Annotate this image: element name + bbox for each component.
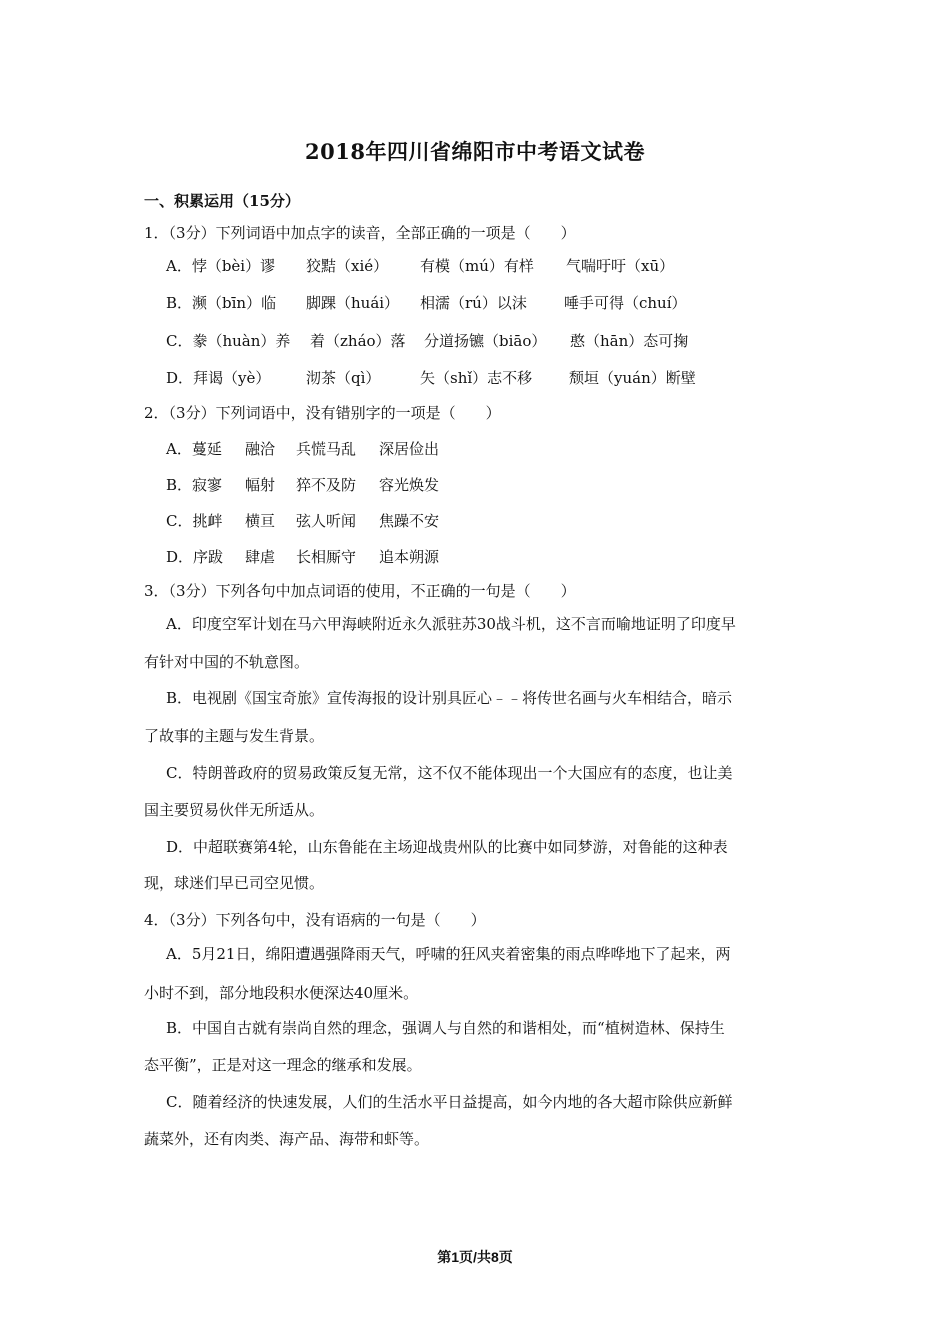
page-title: 2018年四川省绵阳市中考语文试卷 xyxy=(305,139,645,164)
question-2-stem: 2．（3分）下列词语中，没有错别字的一项是（ ） xyxy=(144,404,501,422)
question-3-option-b-line-1: B．电视剧《国宝奇旅》宣传海报的设计别具匠心﹣﹣将传世名画与火车相结合，暗示 xyxy=(166,689,733,707)
question-1-stem: 1．（3分）下列词语中加点字的读音，全部正确的一项是（ ） xyxy=(144,224,576,242)
question-3-option-d-line-1: D．中超联赛第4轮，山东鲁能在主场迎战贵州队的比赛中如同梦游，对鲁能的这种表 xyxy=(166,838,728,856)
question-4-option-a-line-2: 小时不到，部分地段积水便深达40厘米。 xyxy=(144,984,419,1002)
question-3-option-c-line-1: C．特朗普政府的贸易政策反复无常，这不仅不能体现出一个大国应有的态度，也让美 xyxy=(166,764,733,782)
question-3-stem: 3．（3分）下列各句中加点词语的使用，不正确的一句是（ ） xyxy=(144,582,576,600)
question-3-option-d-line-2: 现，球迷们早已司空见惯。 xyxy=(144,874,325,892)
question-4-option-b-line-2: 态平衡”，正是对这一理念的继承和发展。 xyxy=(144,1056,422,1074)
page-footer: 第1页/共8页 xyxy=(437,1249,513,1265)
question-4-option-c-line-1: C．随着经济的快速发展，人们的生活水平日益提高，如今内地的各大超市除供应新鲜 xyxy=(166,1093,733,1111)
question-3-option-a-line-1: A．印度空军计划在马六甲海峡附近永久派驻苏30战斗机，这不言而喻地证明了印度早 xyxy=(166,615,736,633)
section-heading: 一、积累运用（15分） xyxy=(144,192,300,210)
question-3-option-b-line-2: 了故事的主题与发生背景。 xyxy=(144,727,325,745)
exam-page: 2018年四川省绵阳市中考语文试卷 一、积累运用（15分） 1．（3分）下列词语中加点字的读音，全部正确的一项是（ ） A．悖（bèi）谬 狡黠（xié） 有模（mú）有样 气喘吁吁（xū） B．濒（bīn）临 脚踝（huái） 相濡（rú）以沫 唾手可得（chuí） C．豢（huàn）养 着（zháo）落 分道扬镳（biāo） 憨（hān）态可掬 D．拜谒（yè） 沏茶（qì） 矢（shǐ）志不移 颓垣（yuán）断壁 2．（3分）下列词语中，没有错别字的一项是（ ） A．蔓延 融洽 兵慌马乱 深居俭出 B．寂寥 幅射 猝不及防 容光焕发 C．挑衅 横亘 弦人听闻 焦躁不安 D．序跋 肆虐 长相厮守 追本朔源 3．（3分）下列各句中加点词语的使用，不正确的一句是（ ） A．印度空军计划在马六甲海峡附近永久派驻苏30战斗机，这不言而喻地证明了印度早 有针对中国的不轨意图。 B．电视剧《国宝奇旅》宣传海报的设计别具匠心﹣﹣将传世名画与火车相结合，暗示 了故事的主题与发生背景。 C．特朗普政府的贸易政策反复无常，这不仅不能体现出一个大国应有的态度，也让美 国主要贸易伙伴无所适从。 D．中超联赛第4轮，山东鲁能在主场迎战贵州队的比赛中如同梦游，对鲁能的这种表 现，球迷们早已司空见惯。 4．（3分）下列各句中，没有语病的一句是（ ） A．5月21日，绵阳遭遇强降雨天气，呼啸的狂风夹着密集的雨点哗哗地下了起来，两 小时不到，部分地段积水便深达40厘米。 B．中国自古就有崇尚自然的理念，强调人与自然的和谐相处，而“植树造林、保持生 态平衡”，正是对这一理念的继承和发展。 C．随着经济的快速发展，人们的生活水平日益提高，如今内地的各大超市除供应新鲜 蔬菜外，还有肉类、海产品、海带和虾等。 第1页/共8页 xyxy=(0,0,950,1344)
question-3-option-a-line-2: 有针对中国的不轨意图。 xyxy=(144,653,310,671)
question-4-option-b-line-1: B．中国自古就有崇尚自然的理念，强调人与自然的和谐相处，而“植树造林、保持生 xyxy=(166,1019,725,1037)
question-4-option-a-line-1: A．5月21日，绵阳遭遇强降雨天气，呼啸的狂风夹着密集的雨点哗哗地下了起来，两 xyxy=(166,945,731,963)
question-4-option-c-line-2: 蔬菜外，还有肉类、海产品、海带和虾等。 xyxy=(144,1130,430,1148)
question-4-stem: 4．（3分）下列各句中，没有语病的一句是（ ） xyxy=(144,911,486,929)
question-3-option-c-line-2: 国主要贸易伙伴无所适从。 xyxy=(144,801,325,819)
